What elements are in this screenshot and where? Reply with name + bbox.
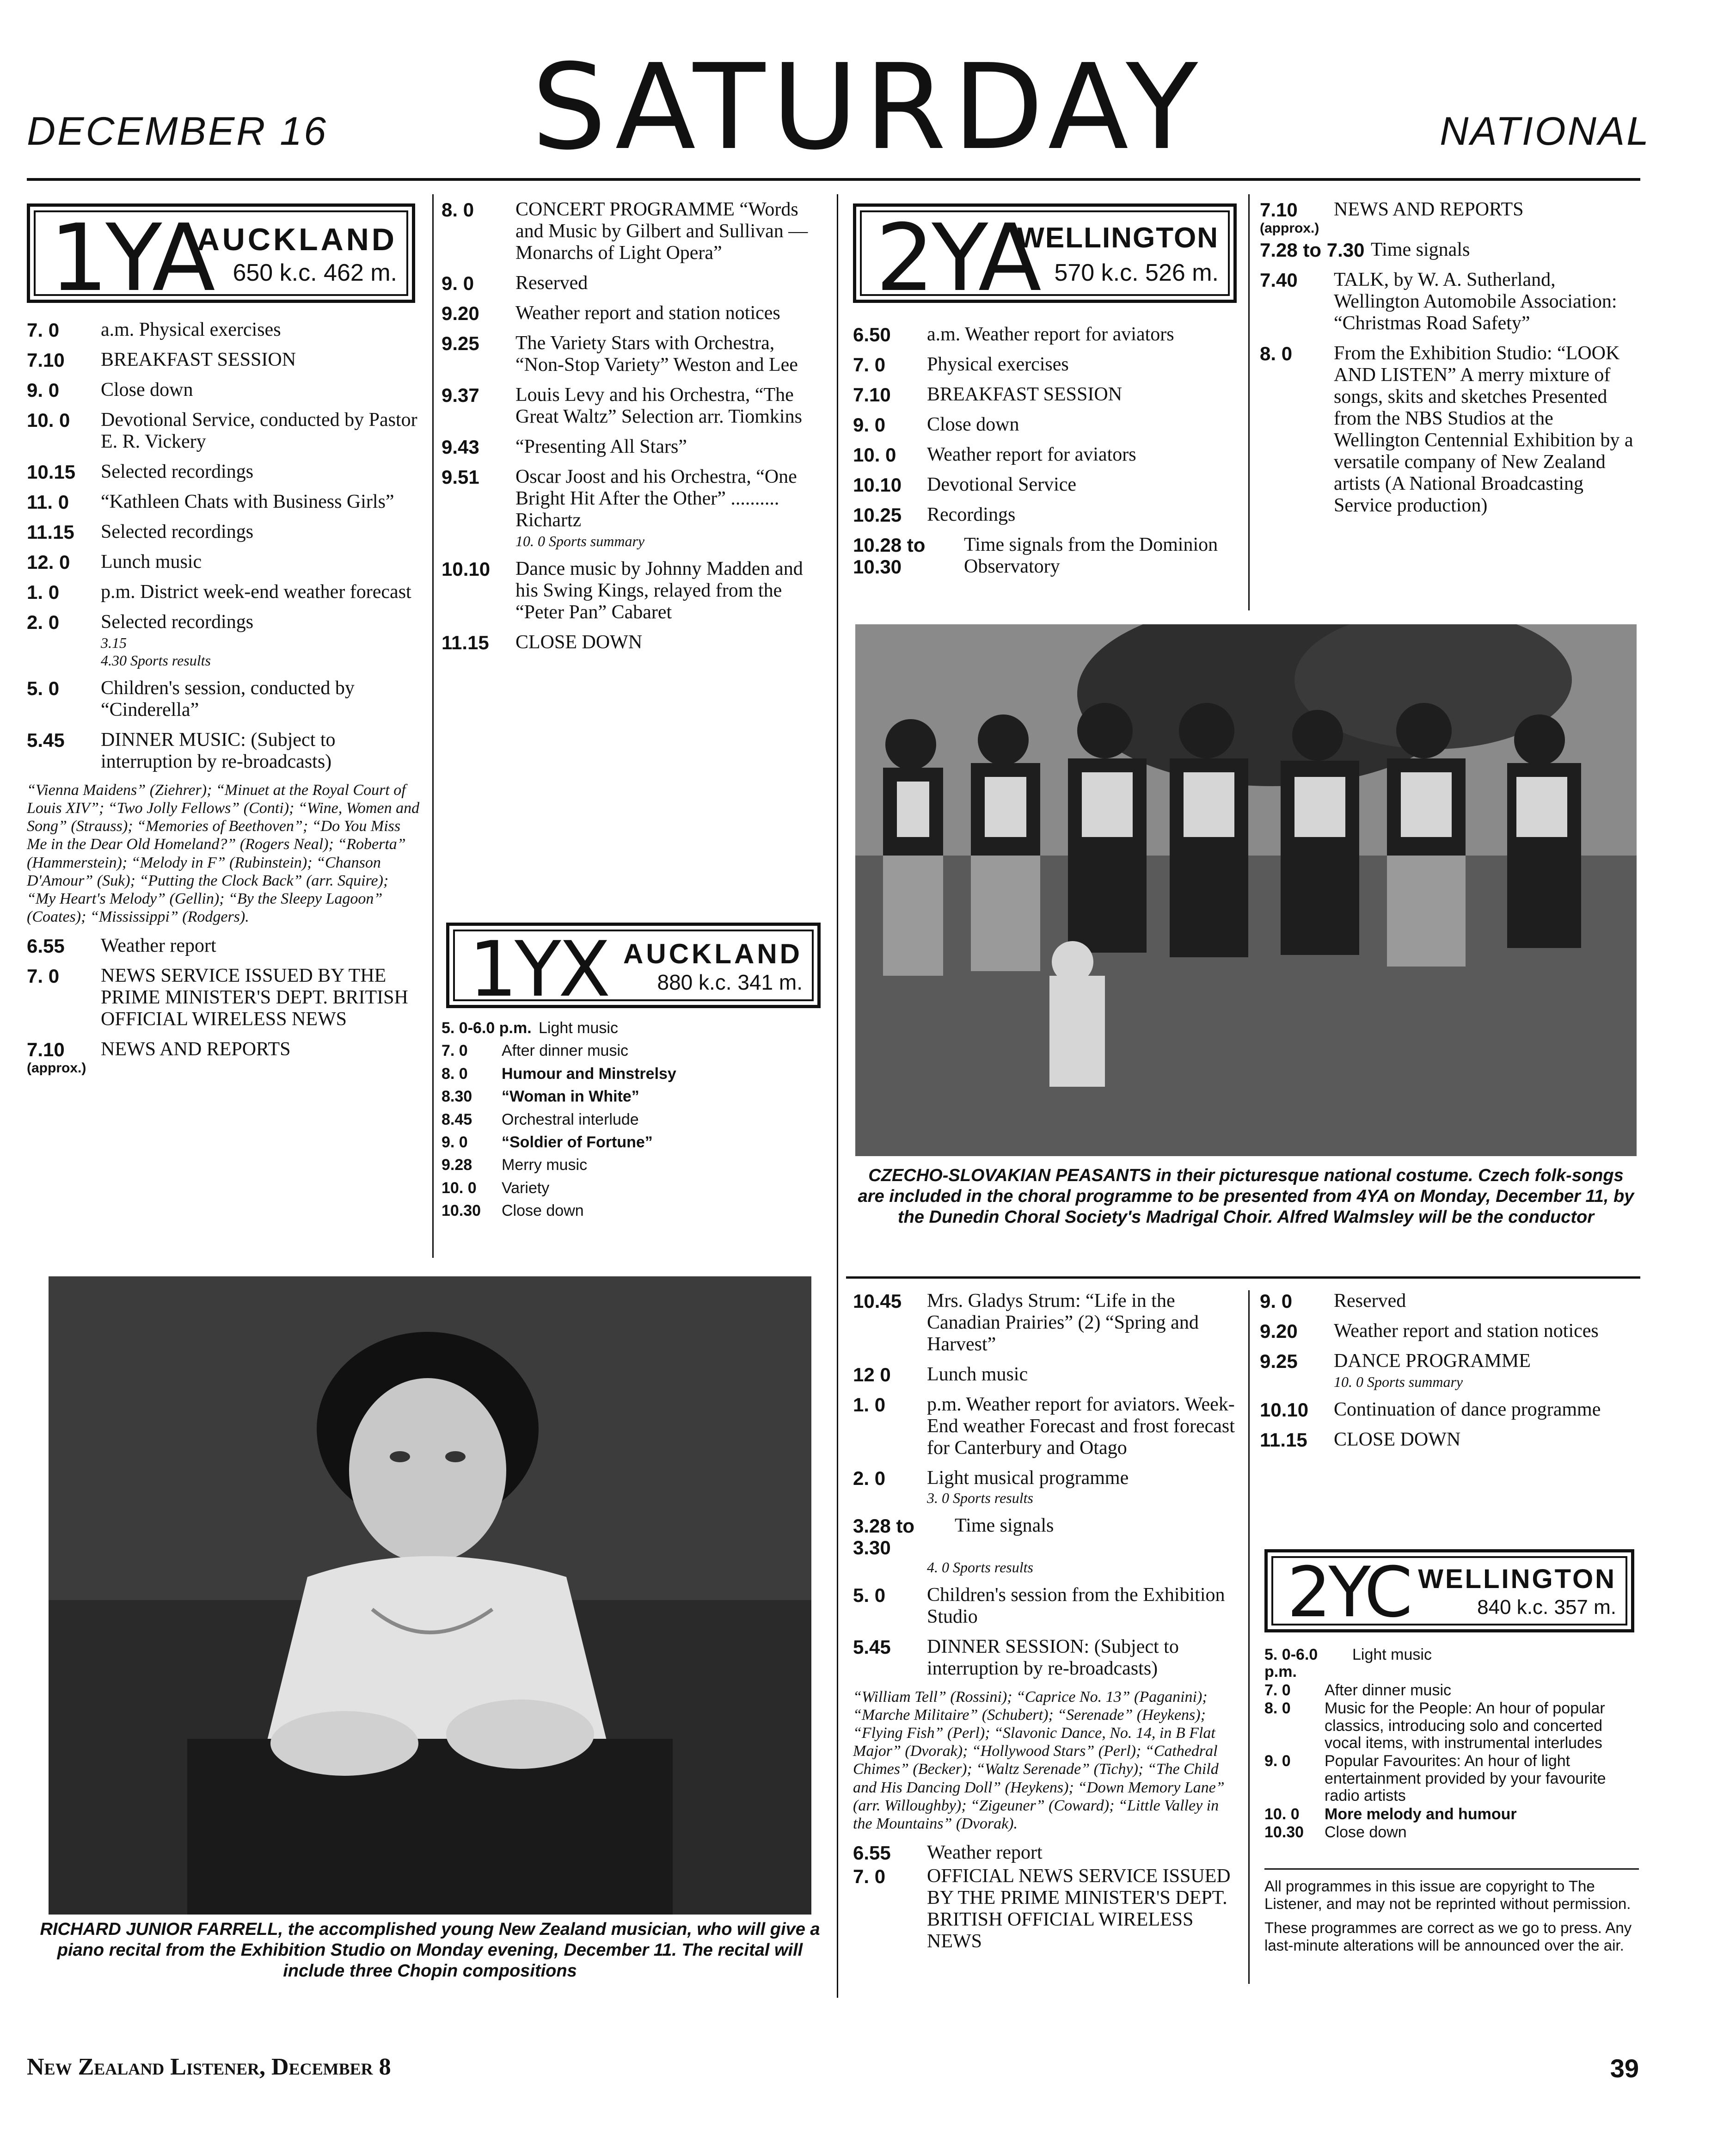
alterations-note: These programmes are correct as we go to press. Any last-minute alterations will be announced over the air. [1264, 1919, 1632, 1954]
list-item: 10. 0 Devotional Service, conducted by Pastor E. R. Vickery [27, 409, 417, 453]
list-item: 3. 0 Sports results [927, 1490, 1033, 1507]
list-item: 1. 0 p.m. Weather report for aviators. Week-End weather Forecast and frost forecast for Canterbury and Otago [853, 1394, 1235, 1459]
list-item: 9. 0 Close down [27, 379, 193, 401]
list-item: 8. 0 Music for the People: An hour of popular classics, introducing solo and concerted vocal items, with instrumental interludes [1264, 1699, 1605, 1752]
photo-farrell [49, 1276, 811, 1915]
list-item: 12. 0 Lunch music [27, 551, 202, 573]
call-sign: 2YA [876, 204, 1039, 312]
list-item: 5. 0 Children's session from the Exhibition Studio [853, 1584, 1225, 1627]
copyright-note: All programmes in this issue are copyright to The Listener, and may not be reprinted without permission. [1264, 1878, 1631, 1912]
list-item: 9.20 Weather report and station notices [1260, 1320, 1599, 1342]
list-item: 10. 0 More melody and humour [1264, 1805, 1517, 1823]
col-divider-1 [432, 194, 434, 1258]
frequency: 570 k.c. 526 m. [1054, 259, 1219, 286]
list-item: 10. 0 Variety [442, 1179, 550, 1197]
list-item: 3.28 to 3.30 Time signals [853, 1515, 1054, 1559]
list-item: 10.10 Dance music by Johnny Madden and his Swing Kings, relayed from the “Peter Pan” Cabaret [442, 558, 803, 623]
station-logo-2ya [853, 203, 1237, 312]
list-item: 9. 0 “Soldier of Fortune” [442, 1133, 653, 1151]
list-item: 10.45 Mrs. Gladys Strum: “Life in the Canadian Prairies” (2) “Spring and Harvest” [853, 1290, 1199, 1355]
list-item: 2. 0 Selected recordings [27, 611, 254, 634]
list-item: 7.10 NEWS AND REPORTS [27, 1039, 291, 1060]
footer-publication: New Zealand Listener, December 8 [27, 2054, 391, 2080]
list-item: 10.10 Devotional Service [853, 474, 1077, 496]
list-item: 9. 0 Reserved [442, 272, 588, 295]
page-number: 39 [1610, 2054, 1639, 2083]
station-logo-2yc [1264, 1549, 1634, 1632]
network-label: NATIONAL [1440, 109, 1650, 154]
caption-farrell: RICHARD JUNIOR FARRELL, the accomplished young New Zealand musician, who will give a piano recital from the Exhibition Studio on Monday evening, December 11. The recital will include three Chopin compositions [40, 1920, 820, 1981]
station-logo-1ya [27, 203, 415, 312]
column-2ya-afternoon [853, 1290, 1241, 1961]
list-item: 9.37 Louis Levy and his Orchestra, “The Great Waltz” Selection arr. Tiomkins [442, 384, 802, 428]
list-item: 11.15 CLOSE DOWN [442, 632, 643, 654]
col-divider-4 [1248, 1290, 1250, 1984]
list-item: 10.15 Selected recordings [27, 461, 254, 483]
list-item: 9. 0 Close down [853, 414, 1019, 436]
list-item: 11. 0 “Kathleen Chats with Business Girls” [27, 491, 394, 513]
page-day-title: SATURDAY [531, 39, 1205, 176]
list-item: 10.28 to 10.30 Time signals from the Dominion Observatory [853, 534, 1218, 578]
list-item: 10.10 Continuation of dance programme [1260, 1398, 1601, 1421]
dinner-session-list: “William Tell” (Rossini); “Caprice No. 13” (Paganini); “Marche Militaire” (Schubert); “Serenade” (Heykens); “Flying Fish” (Perl); “Slavonic Dance, No. 14, in B Flat Major” (Dvorak); “Hollywood Stars” (Perl); “Cathedral Chimes” (Becker); “Waltz Serenade” (Tichy); “The Child and His Dancing Doll” (Heykens); “Down Memory Lane” (arr. Willoughby); “Zigeuner” (Coward); “Little Valley in the Mountains” (Dvorak). [853, 1688, 1225, 1832]
approx-note: (approx.) [1260, 221, 1319, 236]
station-logo-1yx [446, 923, 821, 1014]
list-item: 5.45 DINNER SESSION: (Subject to interruption by re-broadcasts) [853, 1636, 1179, 1680]
call-sign: 1YA [49, 204, 213, 312]
list-item: 6.55 Weather report [853, 1841, 1043, 1864]
list-item: 5. 0-6.0 p.m. Light music [442, 1019, 618, 1037]
call-sign: 2YC [1287, 1552, 1410, 1633]
list-item: 7. 0 After dinner music [442, 1042, 628, 1060]
list-item: 8. 0 CONCERT PROGRAMME “Words and Music by Gilbert and Sullivan — Monarchs of Light Opera” [442, 199, 808, 264]
list-item: 7. 0 NEWS SERVICE ISSUED BY THE PRIME MINISTER'S DEPT. BRITISH OFFICIAL WIRELESS NEWS [27, 965, 408, 1030]
list-item: 9.25 The Variety Stars with Orchestra, “Non-Stop Variety” Weston and Lee [442, 332, 798, 376]
list-item: 9.28 Merry music [442, 1156, 588, 1174]
column-2ya-evening [1260, 199, 1639, 525]
list-item: 10. 0 Sports summary [1334, 1373, 1463, 1391]
col-divider-2 [837, 194, 838, 1998]
frequency: 650 k.c. 462 m. [233, 259, 397, 286]
list-item: 9.51 Oscar Joost and his Orchestra, “One Bright Hit After the Other” .......... Richartz [442, 466, 797, 531]
column-2ya-late [1260, 1290, 1639, 1459]
notes-rule [1264, 1868, 1639, 1870]
list-item: 5. 0 Children's session, conducted by “Cinderella” [27, 677, 355, 721]
photo-peasants [855, 624, 1637, 1156]
caption-peasants: CZECHO-SLOVAKIAN PEASANTS in their picturesque national costume. Czech folk-songs are included in the choral programme to be presented from 4YA on Monday, December 11, by the Dunedin Choral Society's Madrigal Choir. Alfred Walmsley will be the conductor [858, 1166, 1634, 1227]
dinner-music-list: “Vienna Maidens” (Ziehrer); “Minuet at the Royal Court of Louis XIV”; “Two Jolly Fellows” (Conti); “Wine, Women and Song” (Strauss); “Memories of Beethoven”; “Do You Miss Me in the Dear Old Homeland?” (Rogers Neal); “Roberta” (Hammerstein); “Melody in F” (Rubinstein); “Chanson D'Amour” (Suk); “Putting the Clock Back” (arr. Squire); “My Heart's Melody” (Gellin); “By the Sleepy Lagoon” (Coates); “Mississippi” (Rodgers). [27, 782, 420, 925]
city-name: AUCKLAND [623, 938, 803, 969]
list-item: 4. 0 Sports results [927, 1559, 1033, 1576]
column-2ya [853, 324, 1241, 586]
list-item: 7. 0 OFFICIAL NEWS SERVICE ISSUED BY THE PRIME MINISTER'S DEPT. BRITISH OFFICIAL WIRELESS NEWS [853, 1865, 1231, 1952]
list-item: 7. 0 a.m. Physical exercises [27, 319, 281, 341]
list-item: 12 0 Lunch music [853, 1364, 1028, 1386]
list-item: 7. 0 After dinner music [1264, 1681, 1451, 1699]
list-item: 7.10 BREAKFAST SESSION [853, 384, 1123, 406]
mid-rule-right [846, 1276, 1640, 1279]
list-item: 9.25 DANCE PROGRAMME [1260, 1350, 1531, 1373]
list-item: 10.30 Close down [442, 1202, 584, 1220]
list-item: 7. 0 Physical exercises [853, 354, 1069, 376]
header-rule [27, 178, 1640, 181]
city-name: AUCKLAND [196, 222, 397, 257]
list-item: 8.30 “Woman in White” [442, 1088, 639, 1106]
copyright-notes [1264, 1878, 1639, 1961]
list-item: 1. 0 p.m. District week-end weather forecast [27, 581, 411, 603]
list-item: 9. 0 Reserved [1260, 1290, 1406, 1312]
list-item: 3.15 [101, 634, 127, 652]
page-date: DECEMBER 16 [27, 109, 328, 154]
list-item: 11.15 Selected recordings [27, 521, 254, 543]
city-name: WELLINGTON [1418, 1564, 1616, 1594]
frequency: 880 k.c. 341 m. [657, 970, 803, 994]
list-item: 7.40 TALK, by W. A. Sutherland, Wellington Automobile Association: “Christmas Road Safety” [1260, 269, 1617, 334]
list-item: 5. 0-6.0 p.m. Light music [1264, 1646, 1432, 1681]
photo-peasants-illustration [855, 624, 1637, 1156]
column-1yx [442, 1020, 825, 1225]
list-item: 2. 0 Light musical programme [853, 1467, 1129, 1490]
list-item: 6.50 a.m. Weather report for aviators [853, 324, 1174, 345]
frequency: 840 k.c. 357 m. [1477, 1596, 1616, 1619]
column-1ya-evening [442, 199, 825, 662]
list-item: 10.30 Close down [1264, 1823, 1407, 1841]
list-item: 5.45 DINNER MUSIC: (Subject to interruption by re-broadcasts) [27, 729, 336, 773]
list-item: 7.10 NEWS AND REPORTS [1260, 199, 1524, 221]
list-item: 10.25 Recordings [853, 504, 1016, 526]
list-item: 9. 0 Popular Favourites: An hour of light entertainment provided by your favourite radio artists [1264, 1752, 1606, 1805]
list-item: 10. 0 Weather report for aviators [853, 444, 1136, 466]
list-item: 8. 0 Humour and Minstrelsy [442, 1065, 676, 1083]
photo-farrell-illustration [49, 1276, 811, 1915]
list-item: 9.20 Weather report and station notices [442, 302, 780, 325]
list-item: 10. 0 Sports summary [515, 533, 645, 550]
list-item: 8.45 Orchestral interlude [442, 1110, 639, 1128]
approx-note: (approx.) [27, 1060, 86, 1076]
list-item: 11.15 CLOSE DOWN [1260, 1428, 1461, 1451]
list-item: 4.30 Sports results [101, 652, 211, 669]
list-item: 7.10 BREAKFAST SESSION [27, 349, 296, 371]
call-sign: 1YX [469, 925, 608, 1014]
column-2yc [1264, 1646, 1639, 1842]
list-item: 8. 0 From the Exhibition Studio: “LOOK AND LISTEN” A merry mixture of songs, skits and sketches Presented from the NBS Studios at the Wellington Centennial Exhibition by a versatile company of New Zealand artists (A National Broadcasting Service production) [1260, 342, 1633, 516]
list-item: 9.43 “Presenting All Stars” [442, 436, 687, 458]
col-divider-3 [1248, 194, 1250, 610]
list-item: 6.55 Weather report [27, 935, 216, 957]
column-1ya [27, 319, 420, 1076]
city-name: WELLINGTON [1017, 222, 1219, 254]
list-item: 7.28 to 7.30 Time signals [1260, 239, 1470, 261]
